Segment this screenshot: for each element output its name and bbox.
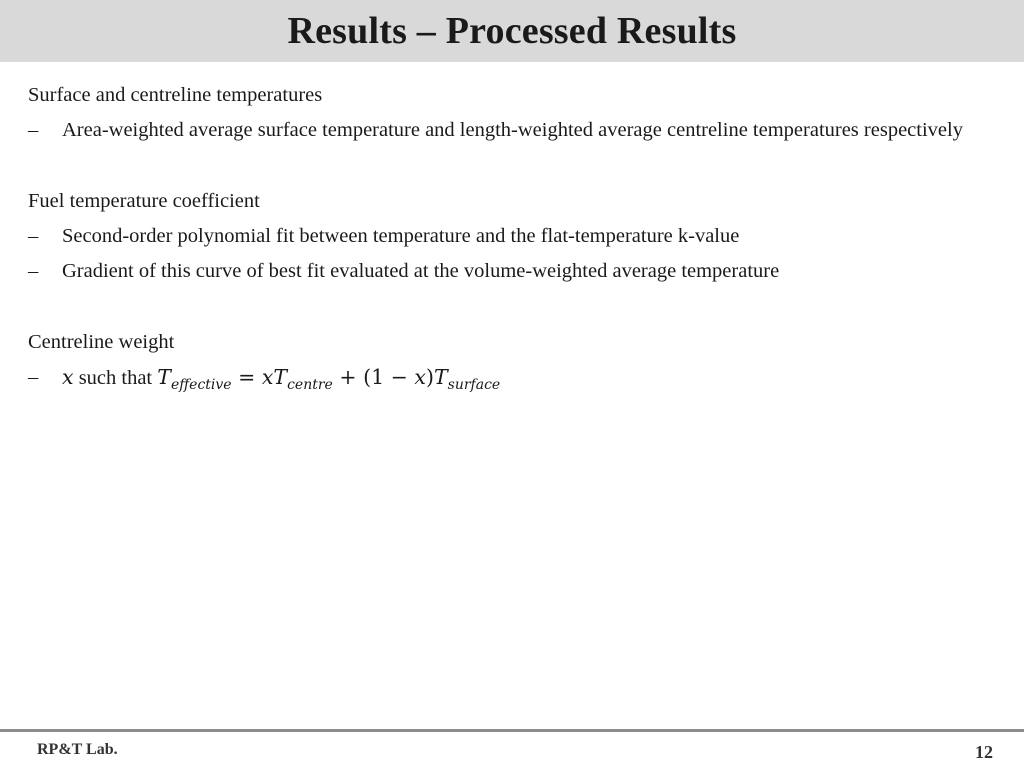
- section-heading: Centreline weight: [28, 331, 175, 353]
- section-heading: Surface and centreline temperatures: [28, 84, 323, 106]
- section-surface-centreline: [28, 78, 988, 148]
- formula-var-x: x: [62, 365, 74, 389]
- slide-content: [28, 78, 988, 432]
- bullet-item: [28, 113, 988, 148]
- formula-T: T: [157, 365, 171, 389]
- bullet-dash: –: [28, 366, 39, 388]
- bullet-dash: –: [28, 260, 39, 282]
- formula-equals: =: [238, 365, 256, 389]
- formula-minus: −: [390, 365, 408, 389]
- formula-sub-surface: surface: [447, 377, 501, 393]
- bullet-item: [28, 254, 988, 289]
- title-bar: [0, 0, 1024, 62]
- formula-plus: +: [339, 365, 357, 389]
- bullet-text: Second-order polynomial fit between temperature and the flat-temperature k-value: [62, 225, 740, 247]
- formula-x: x: [414, 365, 426, 389]
- section-heading: Fuel temperature coefficient: [28, 190, 260, 212]
- footer-divider: [0, 729, 1024, 732]
- bullet-text: Area-weighted average surface temperature and length-weighted average centreline temperatures respectively: [62, 119, 963, 141]
- formula-equation: [157, 365, 501, 393]
- bullet-dash: –: [28, 119, 39, 141]
- formula-open-paren: (1: [363, 365, 385, 389]
- formula-T: T: [273, 365, 288, 389]
- footer-lab-name: RP&T Lab.: [37, 741, 118, 758]
- bullet-item: [28, 360, 988, 396]
- bullet-item: [28, 219, 988, 254]
- page-number: 12: [975, 742, 993, 762]
- formula-T: T: [433, 365, 448, 389]
- formula-such-that: such that: [78, 367, 153, 389]
- formula-sub-effective: effective: [170, 377, 232, 393]
- formula-x: x: [261, 365, 274, 389]
- bullet-dash: –: [28, 225, 39, 247]
- bullet-text: Gradient of this curve of best fit evaluated at the volume-weighted average temperature: [62, 260, 780, 282]
- section-centreline-weight: [28, 325, 988, 396]
- formula-line: [62, 360, 988, 396]
- section-fuel-temperature-coefficient: [28, 184, 988, 289]
- formula-sub-centre: centre: [287, 377, 333, 393]
- formula-close-paren: ): [425, 365, 434, 389]
- slide-title: Results – Processed Results: [287, 10, 737, 52]
